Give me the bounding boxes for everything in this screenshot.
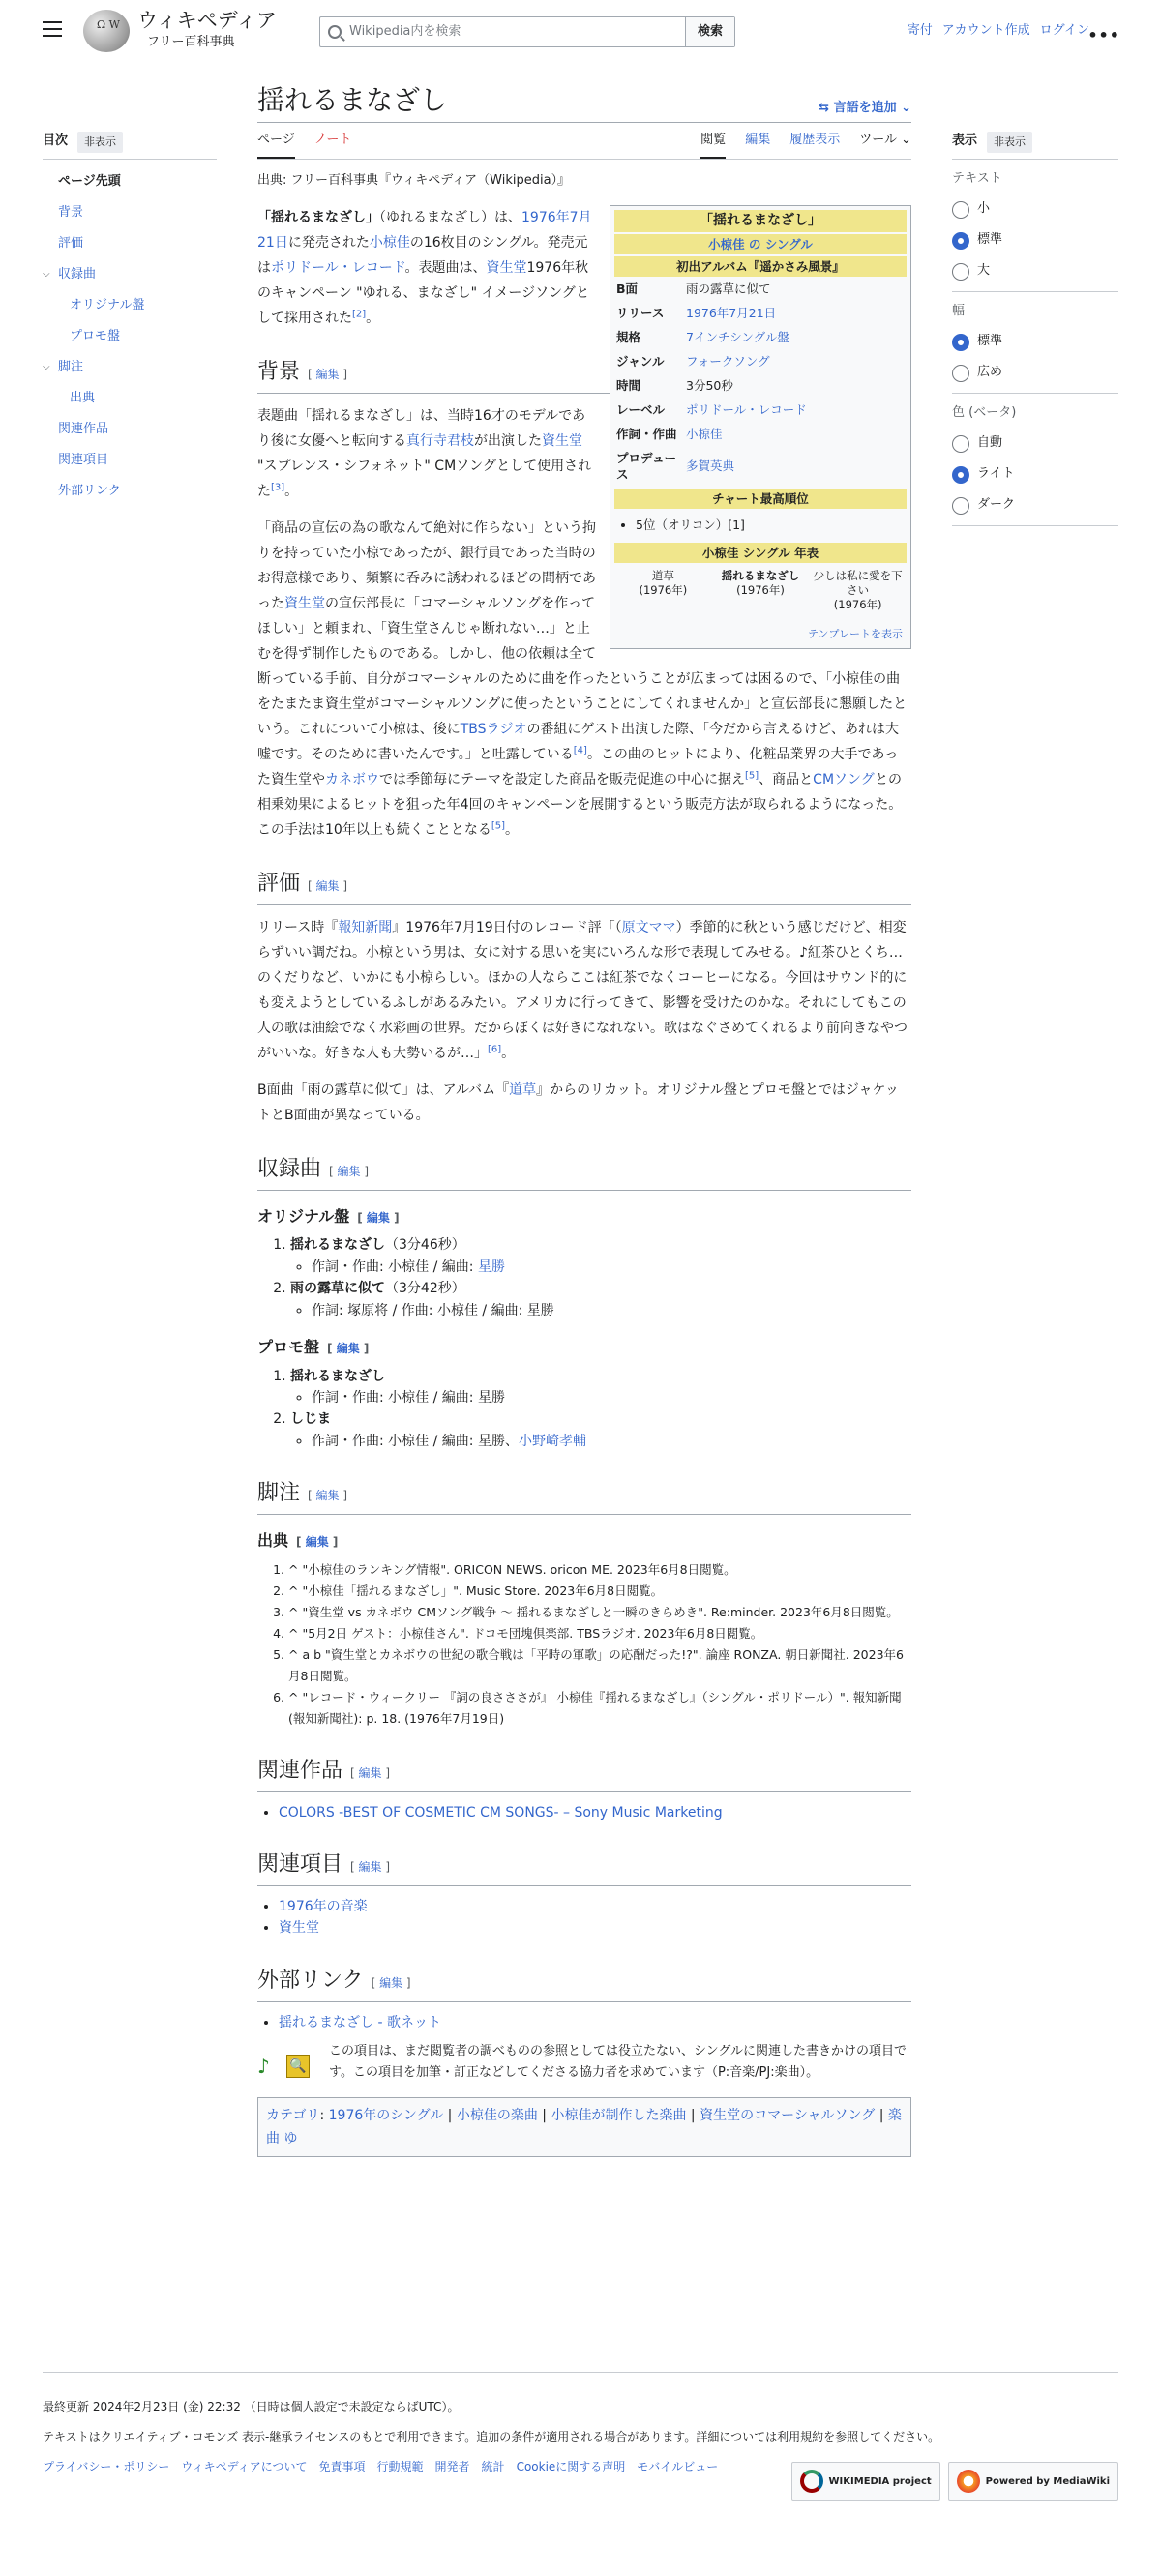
reference-item[interactable]: 6. ^ "レコード・ウィークリー 『詞の良さささが』 小椋佳『揺れるまなざし』（シングル・ポリドール）". 報知新聞 (報知新聞社): p. 18. (1976年7月19日) — [288, 1687, 911, 1730]
heading-promo: プロモ盤 [ 編集 ] — [257, 1337, 370, 1356]
infobox-key: プロデュース — [616, 450, 677, 482]
chrono-item — [712, 569, 809, 612]
citation-ref[interactable] — [488, 1044, 501, 1054]
inline-link[interactable]: 小椋佳 — [369, 234, 410, 251]
tab-tools[interactable]: ツール ⌄ — [859, 133, 911, 147]
edit-link-text[interactable]: 編集 — [337, 1164, 361, 1178]
toc-item[interactable] — [43, 260, 217, 291]
wikimedia-badge[interactable]: WIKIMEDIA project — [791, 2462, 940, 2501]
toc-item[interactable] — [43, 291, 217, 322]
appearance-hide-button[interactable]: 非表示 — [987, 132, 1032, 153]
chrono-title[interactable]: 少しは私に愛を下さい — [813, 568, 903, 597]
edit-link-text[interactable]: 編集 — [358, 1860, 382, 1875]
tab-read[interactable]: 閲覧 — [700, 131, 726, 159]
main-menu-icon[interactable] — [43, 21, 62, 37]
logo-tagline: フリー百科事典 — [147, 35, 235, 49]
category-box: カテゴリ: 1976年のシングル | 小椋佳の楽曲 | 小椋佳が制作した楽曲 | 資生堂のコマーシャルソング | 楽曲 ゆ — [257, 2097, 911, 2157]
infobox-value[interactable]: 多賀英典 — [686, 459, 735, 474]
page-tabs — [257, 131, 911, 160]
infobox-chrono-header: 小椋佳 シングル 年表 — [614, 543, 907, 563]
infobox-album: 初出アルバム『遥かさみ風景』 — [614, 256, 907, 277]
infobox-key: 時間 — [616, 377, 641, 393]
chrono-year: (1976年) — [833, 597, 882, 611]
edit-link-text[interactable]: 編集 — [336, 1341, 360, 1355]
tab-talk[interactable]: ノート — [313, 133, 352, 147]
toc-item-label[interactable]: 外部リンク — [58, 483, 121, 498]
heading-tracks: 収録曲 [ 編集 ] — [257, 1153, 911, 1191]
edit-link-text[interactable]: 編集 — [379, 1975, 403, 1990]
edit-link[interactable]: [ 編集 ] — [296, 1535, 339, 1550]
list-item — [279, 2012, 911, 2033]
infobox-row — [614, 398, 907, 422]
edit-link[interactable]: [ 編集 ] — [308, 1489, 348, 1503]
login-link[interactable]: ログイン — [1039, 23, 1089, 38]
edit-link[interactable]: [ 編集 ] — [329, 1164, 370, 1178]
heading-notes: 脚注 [ 編集 ] — [257, 1477, 911, 1515]
toc-item[interactable] — [43, 322, 217, 353]
toc-item-label[interactable]: ページ先頭 — [58, 173, 121, 189]
option-label: 広め — [977, 365, 1003, 380]
track-title: 揺れるまなざし — [290, 1237, 385, 1254]
footer-link[interactable]: 免責事項 — [318, 2460, 366, 2474]
logo-wordmark[interactable]: ウィキペディア — [137, 9, 278, 32]
mediawiki-badge[interactable]: Powered by MediaWiki — [948, 2462, 1118, 2501]
divider — [952, 393, 1118, 394]
infobox-value[interactable]: 7インチシングル盤 — [686, 329, 789, 344]
radio-button[interactable] — [952, 497, 969, 515]
footer-link[interactable]: プライバシー・ポリシー — [43, 2460, 170, 2474]
infobox-key: ジャンル — [616, 353, 665, 369]
inline-link[interactable]: 1976年7月21日 — [257, 209, 592, 251]
credit-link[interactable]: 小野崎孝輔 — [518, 1433, 586, 1449]
mediawiki-logo-icon — [957, 2470, 980, 2493]
reference-item[interactable]: 1. ^ "小椋佳のランキング情報". ORICON NEWS. oricon ME. 2023年6月8日閲覧。 — [288, 1559, 911, 1581]
site-header — [0, 0, 1161, 62]
divider — [952, 525, 1118, 526]
list-item — [279, 1917, 911, 1939]
inline-link[interactable]: 資生堂 — [486, 259, 527, 276]
track-time: （3分42秒） — [385, 1281, 465, 1297]
toc-hide-button[interactable]: 非表示 — [77, 132, 123, 153]
article — [257, 83, 911, 2157]
stub-notice: ♪ 🔍 この項目は、まだ閲覧者の調べものの参照としては役立たない、シングルに関連した書きかけの項目です。この項目を加筆・訂正などしてくださる協力者を求めています（P:音楽/PJ:楽曲）。 — [257, 2044, 908, 2081]
inline-link[interactable]: ポリドール・レコード — [271, 259, 405, 276]
infobox-chart-header: チャート最高順位 — [614, 489, 907, 509]
toc-item[interactable] — [43, 353, 217, 384]
footer-link[interactable]: 統計 — [481, 2460, 505, 2474]
lead-paragraph: 「揺れるまなざし」（ゆれるまなざし）は、1976年7月21日に発売された小椋佳の16枚目のシングル。発売元はポリドール・レコード。表題曲は、資生堂1976年秋のキャンペーン "ゆれる、まなざし" イメージソングとして採用された[2]。 — [257, 209, 592, 326]
toc-item[interactable] — [43, 198, 217, 229]
infobox-key: B面 — [616, 281, 639, 296]
list-link[interactable]: 資生堂 — [279, 1920, 319, 1937]
chrono-year: (1976年) — [639, 582, 688, 597]
appearance-panel — [952, 132, 1118, 526]
infobox-row — [614, 373, 907, 398]
last-updated: 最終更新 2024年2月23日 (金) 22:32 （日時は個人設定で未設定ならばUTC）。 — [43, 2400, 460, 2413]
infobox-chart-item: • 5位（オリコン）[1] — [636, 517, 907, 533]
infobox-row — [614, 422, 907, 446]
heading-original: オリジナル盤 [ 編集 ] — [257, 1206, 400, 1226]
evaluation-paragraph-1: リリース時『報知新聞』1976年7月19日付のレコード評「（原文ママ）季節的に秋という感じだけど、相変らずいい調だね。小椋という男は、女に対する思いを実にいろんな形で表現してみせる。♪紅茶ひとくち…のくだりなど、いかにも小椋らしい。ほかの人ならここは紅茶でなくコーヒーになる。今回はサウンド的にも変えようとしているふしがあるみたい。アメリカに行ってきて、影響を受けたのかな。それにしてもこの人の歌は油絵でなく水彩画の世界。だからぼくは好きになれない。歌はなぐさめてくれるより前向きなやつがいいな。好きな人も大勢いるが…」[6]。 — [257, 919, 908, 1061]
footer-link[interactable]: Cookieに関する声明 — [516, 2460, 626, 2474]
edit-link[interactable]: [ 編集 ] — [350, 1860, 391, 1875]
list-link[interactable]: COLORS -BEST OF COSMETIC CM SONGS- – Sony Music Marketing — [279, 1804, 723, 1821]
appearance-title: 表示 — [952, 133, 978, 149]
footer-link[interactable]: 開発者 — [434, 2460, 470, 2474]
appearance-option[interactable] — [952, 459, 1118, 490]
edit-link[interactable]: [ 編集 ] — [327, 1341, 370, 1355]
edit-link[interactable]: [ 編集 ] — [350, 1765, 391, 1780]
footer-link[interactable]: モバイルビュー — [637, 2460, 719, 2474]
category-link[interactable]: 楽曲 ゆ — [266, 2108, 902, 2147]
evaluation-paragraph-2: B面曲「雨の露草に似て」は、アルバム『道草』からのリカット。オリジナル盤とプロモ盤とではジャケットとB面曲が異なっている。 — [257, 1081, 899, 1123]
edit-link-text[interactable]: 編集 — [315, 878, 340, 893]
radio-button[interactable] — [952, 263, 969, 281]
infobox-value[interactable]: フォークソング — [686, 353, 770, 369]
appearance-option[interactable] — [952, 327, 1118, 358]
inline-link[interactable]: TBSラジオ — [460, 721, 527, 737]
wikimedia-logo-icon — [800, 2470, 823, 2493]
citation-ref[interactable] — [491, 820, 505, 831]
category-link[interactable]: 小椋佳が制作した楽曲 — [551, 2108, 687, 2124]
tab-page[interactable]: ページ — [257, 131, 295, 159]
inline-link[interactable]: 真行寺君枝 — [406, 432, 474, 449]
infobox-value[interactable]: ポリドール・レコード — [686, 401, 807, 417]
chrono-item[interactable] — [615, 569, 712, 612]
search-input[interactable]: Wikipedia内を検索 — [320, 17, 686, 46]
track-time: （3分46秒） — [385, 1237, 465, 1254]
category-link[interactable]: 資生堂のコマーシャルソング — [700, 2108, 876, 2124]
inline-link[interactable]: [5] — [745, 770, 759, 782]
infobox-row — [614, 301, 907, 325]
heading-sources: 出典 [ 編集 ] — [257, 1531, 339, 1551]
page-title: 揺れるまなざし ⇆ 言語を追加 ⌄ — [257, 83, 911, 123]
option-label: 大 — [977, 263, 991, 279]
edit-link-text[interactable]: 編集 — [358, 1765, 382, 1780]
option-label: ダーク — [977, 497, 1016, 513]
appearance-option[interactable] — [952, 225, 1118, 256]
appearance-option[interactable] — [952, 256, 1118, 287]
edit-link[interactable]: [ 編集 ] — [308, 367, 348, 381]
background-paragraph-1: 表題曲「揺れるまなざし」は、当時16才のモデルであり後に女優へと転向する真行寺君枝が出演した資生堂 "スプレンス・シフォネット" CMソングとして使用された[3]。 — [257, 407, 592, 499]
toc-item-label[interactable]: 評価 — [58, 235, 84, 251]
heading-external-links: 外部リンク [ 編集 ] — [257, 1965, 911, 2002]
infobox-artist[interactable]: 小椋佳 の シングル — [614, 234, 907, 254]
category-link[interactable]: カテゴリ — [266, 2108, 320, 2124]
track-title: 揺れるまなざし — [290, 1368, 385, 1384]
license-text: テキストはクリエイティブ・コモンズ 表示-継承ライセンスのもとで利用できます。追加の条件が適用される場合があります。詳細については利用規約を参照してください。 — [43, 2430, 940, 2444]
footer-link[interactable]: 行動規範 — [376, 2460, 424, 2474]
site-subtitle: 出典: フリー百科事典『ウィキペディア（Wikipedia）』 — [257, 173, 571, 188]
chrono-title: 揺れるまなざし — [721, 568, 800, 582]
edit-link-text[interactable]: 編集 — [315, 367, 340, 381]
edit-link[interactable]: [ 編集 ] — [308, 878, 348, 893]
toc-item[interactable] — [43, 446, 217, 477]
inline-link[interactable]: [3] — [271, 482, 285, 493]
appearance-option[interactable] — [952, 429, 1118, 459]
inline-link[interactable]: [6] — [488, 1044, 502, 1055]
infobox-key: レーベル — [616, 401, 666, 417]
reference-item[interactable]: 2. ^ "小椋佳「揺れるまなざし」". Music Store. 2023年6月8日閲覧。 — [288, 1581, 911, 1602]
background-paragraph-2: 「商品の宣伝の為の歌なんて絶対に作らない」という拘りを持っていた小椋であったが、銀行員であった当時のお得意様であり、頻繁に呑みに誘われるほどの間柄であった資生堂の宣伝部長に「コマーシャルソングを作ってほしい」と頼まれ、「資生堂さんじゃ断れない…」と止むを得ず制作したものである。しかし、他の依頼は全て断っている手前、自分がコマーシャルのために曲を作ったということが広まっては困るので、「小椋佳の曲をたまたま資生堂がコマーシャルソングに使ったということにしてくれませんか」と宣伝部長に懇願したという。これについて小椋は、後にTBSラジオの番組にゲスト出演した際、「今だから言えるけど、あれは大嘘です。そのために書いたんです。」と吐露している[4]。この曲のヒットにより、化粧品業界の大手であった資生堂やカネボウでは季節毎にテーマを設定した商品を販売促進の中心に据え[5]、商品とCMソングとの相乗効果によるヒットを狙った年4回のキャンペーンを展開するという販売方法が取られるようになった。この手法は10年以上も続くこととなる[5]。 — [257, 519, 908, 838]
template-link[interactable]: テンプレートを表示 — [807, 627, 903, 640]
track-credit: ◦ 作詞: 塚原将 / 作曲: 小椋佳 / 編曲: 星勝 — [312, 1300, 911, 1321]
infobox-key: 作詞・作曲 — [616, 426, 677, 441]
toc-item-label[interactable]: 出典 — [70, 390, 96, 405]
search-button[interactable]: 検索 — [686, 17, 734, 46]
edit-link[interactable]: [ 編集 ] — [371, 1975, 411, 1990]
infobox-value[interactable]: 1976年7月21日 — [686, 305, 777, 320]
track-item — [290, 1234, 911, 1278]
infobox-value: 3分50秒 — [686, 377, 733, 393]
tab-history[interactable]: 履歴表示 — [789, 133, 841, 147]
appearance-option[interactable] — [952, 490, 1118, 521]
inline-link[interactable]: [5] — [491, 820, 505, 832]
radio-button[interactable] — [952, 232, 969, 250]
appearance-group-label: テキスト — [952, 170, 1002, 186]
inline-link[interactable]: カネボウ — [325, 771, 379, 787]
heading-related-items: 関連項目 [ 編集 ] — [257, 1849, 911, 1886]
credit-link[interactable]: 星勝 — [477, 1258, 505, 1275]
inline-link[interactable]: CMソング — [813, 771, 876, 787]
infobox-key: 規格 — [616, 329, 641, 344]
reference-item[interactable]: 4. ^ "5月2日 ゲスト：小椋佳さん". ドコモ団塊倶楽部. TBSラジオ. 2023年6月8日閲覧。 — [288, 1623, 911, 1644]
chevron-down-icon[interactable]: ⌵ — [43, 361, 50, 372]
toc-title: 目次 — [43, 133, 69, 149]
toc-item-label[interactable]: 脚注 — [58, 359, 84, 374]
infobox-value: 雨の露草に似て — [686, 281, 771, 296]
option-label: 標準 — [977, 334, 1003, 349]
magnifier-icon: 🔍 — [286, 2055, 310, 2078]
toc-item[interactable] — [43, 229, 217, 260]
citation-ref[interactable] — [352, 309, 366, 319]
list-item — [279, 1802, 911, 1823]
infobox-row — [614, 349, 907, 373]
more-options-icon[interactable]: ••• — [1087, 26, 1120, 44]
track-item — [290, 1278, 911, 1321]
radio-button[interactable] — [952, 466, 969, 484]
toc-item-label[interactable]: プロモ盤 — [70, 328, 121, 343]
chrono-year: (1976年) — [736, 582, 785, 597]
appearance-group-label: 幅 — [952, 303, 966, 318]
create-account-link[interactable]: アカウント作成 — [941, 23, 1030, 38]
list-link[interactable]: 揺れるまなざし - 歌ネット — [279, 2014, 441, 2030]
appearance-option[interactable] — [952, 194, 1118, 225]
toc-item[interactable] — [43, 167, 217, 198]
citation-ref[interactable] — [745, 770, 759, 781]
toc-item[interactable] — [43, 415, 217, 446]
infobox-value[interactable]: 小椋佳 — [686, 426, 723, 441]
category-link[interactable]: 小椋佳の楽曲 — [456, 2108, 538, 2124]
option-label: ライト — [977, 466, 1015, 482]
track-item — [290, 1408, 911, 1452]
music-note-icon: ♪ — [257, 2055, 270, 2079]
toc-item[interactable] — [43, 477, 217, 508]
wikipedia-logo[interactable]: Ω W — [83, 10, 130, 52]
edit-link[interactable]: [ 編集 ] — [357, 1210, 400, 1225]
track-credit: ◦ 作詞・作曲: 小椋佳 / 編曲: 星勝 — [312, 1387, 911, 1408]
toc-item[interactable] — [43, 384, 217, 415]
chevron-down-icon[interactable]: ⌵ — [43, 268, 50, 280]
citation-ref[interactable] — [271, 482, 284, 492]
divider — [952, 291, 1118, 292]
inline-link[interactable]: 原文ママ — [621, 919, 676, 935]
track-credit: ◦ 作詞・作曲: 小椋佳 / 編曲: 星勝、小野崎孝輔 — [312, 1431, 911, 1452]
edit-link-text[interactable]: 編集 — [366, 1210, 390, 1225]
appearance-group-label: 色 (ベータ) — [952, 404, 1017, 420]
category-link[interactable]: 1976年のシングル — [328, 2108, 444, 2124]
reference-item[interactable]: 3. ^ "資生堂 vs カネボウ CMソング戦争 〜 揺れるまなざしと一瞬のきらめき". Re:minder. 2023年6月8日閲覧。 — [288, 1602, 911, 1623]
infobox-row — [614, 446, 907, 487]
chrono-title[interactable]: 道草 — [651, 568, 674, 582]
radio-button[interactable] — [952, 435, 969, 453]
heading-related-works: 関連作品 [ 編集 ] — [257, 1755, 911, 1792]
infobox-key: リリース — [616, 305, 665, 320]
infobox-title: 「揺れるまなざし」 — [614, 210, 907, 232]
radio-button[interactable] — [952, 334, 969, 351]
inline-link[interactable]: 報知新聞 — [338, 919, 393, 935]
option-label: 自動 — [977, 435, 1003, 451]
search-form — [319, 16, 735, 47]
inline-link[interactable]: 資生堂 — [542, 432, 582, 449]
appearance-option[interactable] — [952, 358, 1118, 389]
heading-evaluation: 評価 [ 編集 ] — [257, 868, 911, 905]
reference-item[interactable]: 5. ^ a b "資生堂とカネボウの世紀の歌合戦は「平時の軍歌」の応酬だった!?". 論座 RONZA. 朝日新聞社. 2023年6月8日閲覧。 — [288, 1644, 911, 1687]
chrono-item[interactable] — [810, 569, 907, 612]
infobox-row — [614, 325, 907, 349]
citation-ref[interactable] — [574, 745, 587, 755]
list-link[interactable]: 1976年の音楽 — [279, 1899, 368, 1915]
search-icon — [328, 25, 342, 39]
list-item — [279, 1896, 911, 1917]
inline-link[interactable]: 資生堂 — [284, 595, 325, 611]
option-label: 標準 — [977, 232, 1003, 248]
table-of-contents — [43, 132, 217, 508]
footer-link[interactable]: ウィキペディアについて — [181, 2460, 308, 2474]
option-label: 小 — [977, 201, 991, 217]
track-credit: ◦ 作詞・作曲: 小椋佳 / 編曲: 星勝 — [312, 1257, 911, 1278]
infobox-row — [614, 277, 907, 301]
page-footer — [43, 2372, 1118, 2487]
toc-item-label[interactable]: 背景 — [58, 204, 84, 220]
track-item — [290, 1366, 911, 1409]
toc-item-label[interactable]: 関連項目 — [58, 452, 109, 467]
add-language-button[interactable]: ⇆ 言語を追加 ⌄ — [819, 101, 911, 115]
edit-link-text[interactable]: 編集 — [305, 1535, 329, 1550]
inline-link[interactable]: [4] — [573, 745, 587, 756]
inline-link[interactable]: [2] — [352, 309, 367, 320]
infobox — [610, 205, 911, 649]
track-title: 雨の露草に似て — [290, 1281, 385, 1297]
heading-background: 背景 [ 編集 ] — [257, 356, 911, 394]
inline-link[interactable]: 道草 — [509, 1081, 537, 1098]
edit-link-text[interactable]: 編集 — [315, 1489, 340, 1503]
tab-edit[interactable]: 編集 — [745, 133, 771, 147]
toc-item-label[interactable]: 関連作品 — [58, 421, 109, 436]
radio-button[interactable] — [952, 201, 969, 219]
toc-item-label[interactable]: 収録曲 — [58, 266, 97, 281]
donate-link[interactable]: 寄付 — [907, 23, 933, 38]
track-title: しじま — [290, 1411, 331, 1428]
radio-button[interactable] — [952, 365, 969, 382]
toc-item-label[interactable]: オリジナル盤 — [70, 297, 145, 312]
